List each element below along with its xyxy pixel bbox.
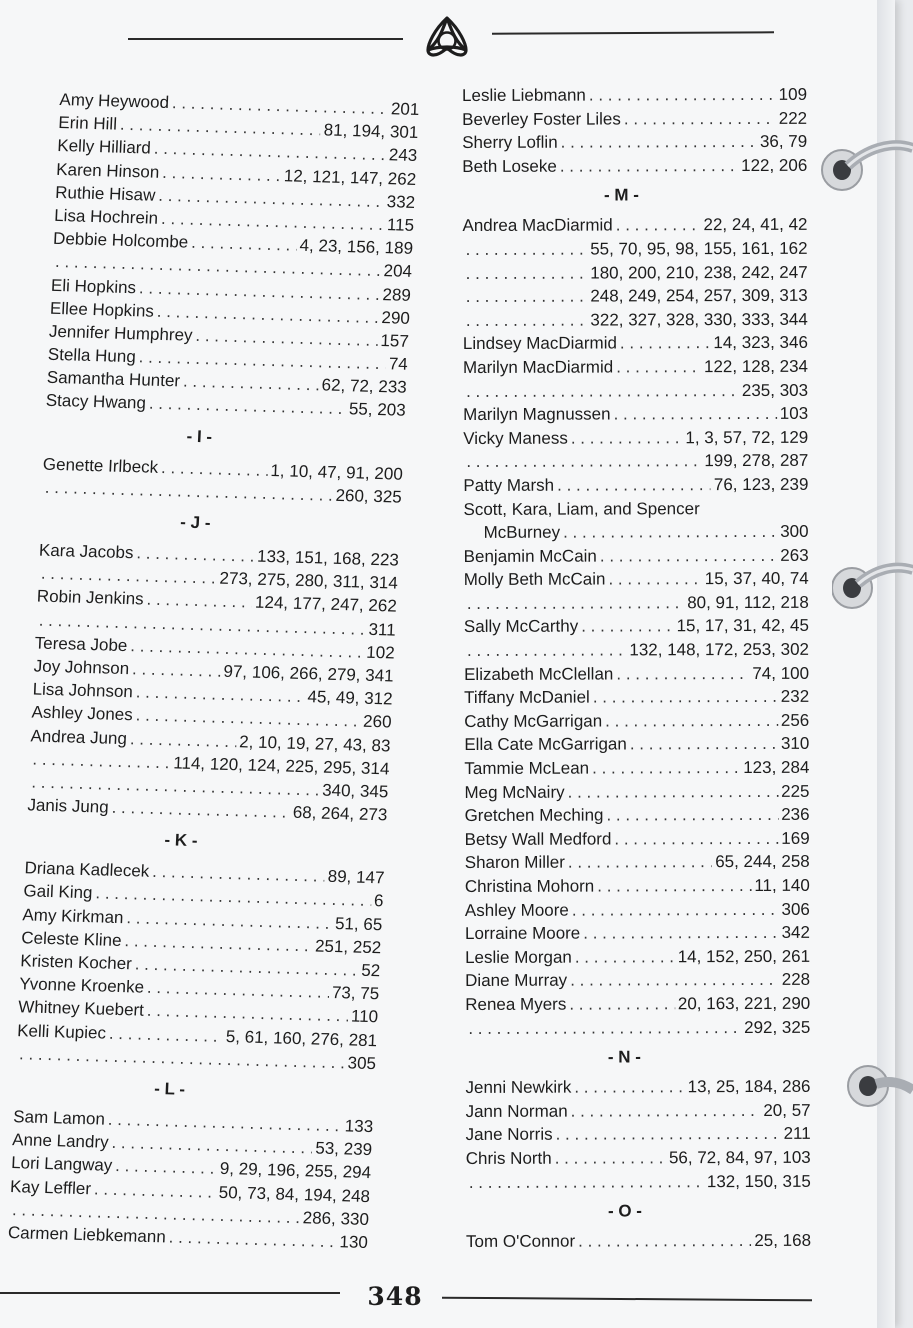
dot-leader xyxy=(94,1177,217,1204)
entry-page-numbers: 286, 330 xyxy=(302,1207,370,1229)
index-entry xyxy=(465,992,810,1017)
entry-page-numbers: 53, 239 xyxy=(314,1138,373,1160)
dot-leader xyxy=(115,1154,218,1180)
entry-page-numbers: 130 xyxy=(339,1232,369,1252)
entry-page-numbers: 109 xyxy=(778,84,808,104)
entry-page-numbers: 20, 163, 221, 290 xyxy=(677,993,811,1014)
entry-name: Teresa Jobe xyxy=(34,633,128,655)
entry-name: Whitney Kuebert xyxy=(17,997,145,1021)
entry-page-numbers: 199, 278, 287 xyxy=(704,451,809,471)
entry-name: Diane Murray xyxy=(465,971,568,991)
entry-name: Kelli Kupiec xyxy=(16,1020,107,1043)
entry-name: Sharon Miller xyxy=(464,853,565,873)
dot-leader xyxy=(568,780,779,804)
section-letter-heading: - I - xyxy=(186,426,213,446)
dot-leader xyxy=(556,1122,781,1146)
dot-leader xyxy=(630,732,778,756)
entry-page-numbers: 132, 148, 172, 253, 302 xyxy=(629,639,810,660)
section-letter-heading: - M - xyxy=(603,185,639,205)
index-entry xyxy=(464,732,809,757)
dot-leader xyxy=(581,615,673,639)
left-index-column xyxy=(8,88,420,1254)
dot-leader xyxy=(571,426,683,450)
entry-page-numbers: 1, 10, 47, 91, 200 xyxy=(270,460,404,484)
dot-leader xyxy=(616,662,749,686)
entry-name: Janis Jung xyxy=(27,795,110,817)
entry-name: Beth Loseke xyxy=(462,156,557,176)
entry-name: Renea Myers xyxy=(465,994,567,1014)
entry-name: Gretchen Meching xyxy=(464,805,604,826)
entry-name: Ruthie Hisaw xyxy=(54,182,156,205)
index-entry xyxy=(463,331,808,356)
entry-page-numbers: 80, 91, 112, 218 xyxy=(687,592,809,613)
section-letter-heading: - L - xyxy=(153,1078,186,1099)
entry-page-numbers: 225 xyxy=(781,781,810,801)
section-letter-heading: - K - xyxy=(164,830,198,851)
dot-leader xyxy=(583,921,778,945)
entry-page-numbers: 6 xyxy=(373,891,384,911)
index-entry xyxy=(462,83,807,108)
section-letter-heading: - O - xyxy=(607,1201,642,1221)
entry-page-numbers: 306 xyxy=(781,899,810,919)
index-entry xyxy=(462,106,807,131)
index-entry xyxy=(466,1146,811,1171)
dot-leader xyxy=(597,874,751,898)
dot-leader xyxy=(614,402,777,426)
right-index-column xyxy=(462,83,811,1254)
dot-leader xyxy=(600,544,777,568)
entry-name: Benjamin McCain xyxy=(463,546,597,566)
index-entry xyxy=(466,1229,811,1254)
entry-page-numbers: 273, 275, 280, 311, 314 xyxy=(219,568,399,593)
entry-page-numbers: 52 xyxy=(360,960,381,981)
entry-page-numbers: 211 xyxy=(783,1124,811,1144)
index-entry xyxy=(465,945,810,970)
dot-leader xyxy=(161,456,268,482)
entry-name: Stacy Hwang xyxy=(45,391,147,413)
entry-name: Leslie Morgan xyxy=(465,947,572,967)
entry-page-numbers: 122, 128, 234 xyxy=(703,356,809,377)
entry-page-numbers: 51, 65 xyxy=(334,913,383,934)
entry-name: Lindsey MacDiarmid xyxy=(462,333,617,354)
entry-name: Jennifer Humphrey xyxy=(48,321,193,345)
entry-page-numbers: 65, 244, 258 xyxy=(715,852,810,872)
entry-page-numbers: 14, 323, 346 xyxy=(713,333,808,353)
dot-leader xyxy=(620,331,711,355)
entry-name: Stella Hung xyxy=(47,344,137,367)
dot-leader xyxy=(466,285,588,309)
entry-page-numbers: 102 xyxy=(365,642,396,663)
entry-page-numbers: 11, 140 xyxy=(754,875,810,895)
entry-page-numbers: 260 xyxy=(362,712,392,732)
entry-name: Cathy McGarrigan xyxy=(464,711,603,731)
entry-name: Jenni Newkirk xyxy=(465,1077,572,1098)
dot-leader xyxy=(569,992,675,1016)
entry-name: Debbie Holcombe xyxy=(52,229,189,252)
entry-name: Elizabeth McClellan xyxy=(464,664,614,684)
index-entry xyxy=(464,709,809,734)
dot-leader xyxy=(466,308,588,332)
dot-leader xyxy=(108,1021,223,1047)
dot-leader xyxy=(568,851,712,875)
entry-name: Carmen Liebkemann xyxy=(7,1222,167,1247)
index-entry xyxy=(463,402,808,427)
entry-name: Amy Kirkman xyxy=(22,904,124,927)
index-entry xyxy=(466,1099,811,1124)
entry-page-numbers: 22, 24, 41, 42 xyxy=(703,215,808,235)
dot-leader xyxy=(563,520,777,544)
entry-name: Vicky Maness xyxy=(463,428,568,448)
entry-page-numbers: 201 xyxy=(390,99,420,120)
trinity-knot-icon xyxy=(422,14,472,60)
entry-name: Kay Leffler xyxy=(9,1176,92,1198)
entry-page-numbers: 180, 200, 210, 238, 242, 247 xyxy=(590,262,808,283)
index-entry xyxy=(464,520,809,545)
index-entry-continuation xyxy=(463,237,808,262)
entry-page-numbers: 133, 151, 168, 223 xyxy=(256,546,400,570)
entry-name: Lori Langway xyxy=(10,1153,113,1176)
entry-name: Gail King xyxy=(23,881,93,903)
entry-name: Jann Norman xyxy=(465,1101,568,1121)
dot-leader xyxy=(572,897,779,921)
entry-name: Samantha Hunter xyxy=(46,368,181,391)
index-entry xyxy=(464,685,809,710)
entry-page-numbers: 263 xyxy=(780,545,809,565)
entry-page-numbers: 342 xyxy=(781,922,810,943)
entry-name: Sam Lamon xyxy=(12,1107,106,1129)
binder-ring-icon xyxy=(846,1050,913,1120)
entry-name: Molly Beth McCain xyxy=(463,569,606,590)
entry-name: Lorraine Moore xyxy=(464,923,581,944)
index-entry xyxy=(463,355,808,380)
index-entry-continuation xyxy=(464,638,809,663)
entry-name: Anne Landry xyxy=(11,1130,110,1152)
dot-leader xyxy=(574,1075,684,1099)
entry-name: Driana Kadlecek xyxy=(24,858,150,882)
index-entry xyxy=(463,426,808,451)
entry-page-numbers: 74, 100 xyxy=(752,663,810,683)
entry-page-numbers: 340, 345 xyxy=(321,780,389,802)
entry-page-numbers: 1, 3, 57, 72, 129 xyxy=(685,427,809,447)
entry-name: Betsy Wall Medford xyxy=(464,829,612,849)
entry-page-numbers: 232 xyxy=(780,687,810,707)
entry-page-numbers: 124, 177, 247, 262 xyxy=(254,593,398,616)
index-entry xyxy=(464,543,809,568)
entry-name: Sherry Loflin xyxy=(462,132,558,153)
entry-name: Yvonne Kroenke xyxy=(18,974,145,997)
entry-name: Eli Hopkins xyxy=(50,275,137,297)
entry-name: Kelly Hilliard xyxy=(56,136,152,158)
entry-page-numbers: 248, 249, 254, 257, 309, 313 xyxy=(590,285,808,306)
entry-page-numbers: 300 xyxy=(780,521,809,541)
entry-page-numbers: 4, 23, 156, 189 xyxy=(299,235,414,259)
header-rule-left xyxy=(128,38,403,40)
index-entry xyxy=(462,130,807,155)
entry-page-numbers: 76, 123, 239 xyxy=(713,474,809,495)
entry-page-numbers: 123, 284 xyxy=(743,757,810,778)
entry-page-numbers: 56, 72, 84, 97, 103 xyxy=(668,1147,811,1168)
entry-name: Christina Mohorn xyxy=(464,876,595,896)
entry-page-numbers: 243 xyxy=(388,145,418,166)
entry-page-numbers: 133 xyxy=(344,1116,374,1137)
entry-page-numbers: 50, 73, 84, 194, 248 xyxy=(218,1182,371,1206)
section-letter-heading: - J - xyxy=(179,512,211,533)
entry-name: Celeste Kline xyxy=(20,928,122,950)
entry-page-numbers: 68, 264, 273 xyxy=(292,802,388,825)
entry-name: Sally McCarthy xyxy=(463,617,579,637)
entry-page-numbers: 20, 57 xyxy=(763,1100,811,1120)
entry-name: Ella Cate McGarrigan xyxy=(464,734,627,755)
entry-page-numbers: 36, 79 xyxy=(759,131,808,152)
dot-leader xyxy=(466,238,588,262)
dot-leader xyxy=(614,827,778,851)
binder-ring-icon xyxy=(832,548,913,618)
dot-leader xyxy=(557,473,711,497)
entry-name: Kara Jacobs xyxy=(38,540,134,563)
dot-leader xyxy=(616,214,701,238)
entry-page-numbers: 311 xyxy=(368,619,397,640)
entry-page-numbers: 55, 70, 95, 98, 155, 161, 162 xyxy=(590,238,808,259)
footer-rule-left xyxy=(0,1292,340,1294)
dot-leader xyxy=(571,1099,761,1123)
dot-leader xyxy=(589,83,776,107)
entry-name: Beverley Foster Liles xyxy=(462,109,621,129)
index-entry xyxy=(464,779,809,804)
entry-name: Lisa Hochrein xyxy=(53,205,159,228)
entry-page-numbers: 62, 72, 233 xyxy=(321,375,408,398)
entry-name: Amy Heywood xyxy=(59,89,170,113)
index-entry-continuation xyxy=(463,378,808,403)
entry-page-numbers: 13, 25, 184, 286 xyxy=(687,1076,811,1097)
index-entry xyxy=(463,473,808,498)
index-entry xyxy=(465,803,810,828)
page-number: 348 xyxy=(367,1282,423,1311)
entry-page-numbers: 25, 168 xyxy=(754,1230,812,1251)
entry-page-numbers: 260, 325 xyxy=(335,485,403,507)
entry-name: Erin Hill xyxy=(57,113,118,134)
index-entry xyxy=(465,897,810,922)
entry-page-numbers: 89, 147 xyxy=(327,867,385,888)
entry-page-numbers: 14, 152, 250, 261 xyxy=(677,946,811,967)
dot-leader xyxy=(467,591,684,615)
entry-name: Scott, Kara, Liam, and Spencer xyxy=(463,498,700,519)
entry-page-numbers: 222 xyxy=(778,108,808,128)
dot-leader xyxy=(561,130,757,154)
index-entry xyxy=(463,496,808,521)
index-entry xyxy=(464,567,809,592)
dot-leader xyxy=(162,160,282,186)
index-entry xyxy=(464,756,809,781)
entry-name: Meg McNairy xyxy=(464,782,565,802)
dot-leader xyxy=(466,379,739,404)
entry-name: Jane Norris xyxy=(465,1125,553,1145)
index-entry-continuation xyxy=(465,1015,810,1040)
dot-leader xyxy=(555,1146,666,1170)
entry-page-numbers: 15, 37, 40, 74 xyxy=(704,569,809,589)
dot-leader xyxy=(575,945,675,969)
entry-name: Andrea MacDiarmid xyxy=(462,215,613,236)
entry-page-numbers: 236 xyxy=(781,805,810,825)
entry-name: Ashley Moore xyxy=(464,900,569,920)
dot-leader xyxy=(146,588,252,614)
entry-page-numbers: 110 xyxy=(350,1006,379,1027)
entry-page-numbers: 235, 303 xyxy=(741,380,809,400)
entry-page-numbers: 115 xyxy=(386,215,415,235)
entry-page-numbers: 290 xyxy=(381,307,411,328)
entry-name: Ashley Jones xyxy=(31,702,134,725)
entry-name: McBurney xyxy=(483,522,561,543)
entry-name: Kristen Kocher xyxy=(19,951,133,974)
index-entry xyxy=(465,827,810,852)
footer-rule-right xyxy=(442,1297,812,1302)
dot-leader xyxy=(560,154,738,178)
dot-leader xyxy=(466,261,588,285)
dot-leader xyxy=(593,685,778,709)
entry-page-numbers: 204 xyxy=(383,261,413,282)
header-rule-right xyxy=(492,31,774,34)
entry-page-numbers: 310 xyxy=(780,734,810,754)
entry-name: Chris North xyxy=(465,1148,552,1168)
entry-page-numbers: 332 xyxy=(386,191,416,212)
entry-page-numbers: 73, 75 xyxy=(331,983,380,1004)
index-entry-continuation xyxy=(463,449,808,474)
entry-name: Joy Johnson xyxy=(33,656,130,679)
index-entry xyxy=(464,614,809,639)
dot-leader xyxy=(467,638,626,662)
section-letter-heading: - N - xyxy=(607,1047,641,1067)
index-entry xyxy=(465,921,810,946)
entry-page-numbers: 228 xyxy=(781,970,811,990)
entry-name: Marilyn Magnussen xyxy=(463,404,611,425)
entry-page-numbers: 322, 327, 328, 330, 333, 344 xyxy=(590,309,808,330)
entry-name: Patty Marsh xyxy=(463,475,555,495)
entry-page-numbers: 132, 150, 315 xyxy=(706,1171,811,1191)
entry-page-numbers: 2, 10, 19, 27, 43, 83 xyxy=(238,731,391,755)
dot-leader xyxy=(132,657,221,683)
entry-name: Karen Hinson xyxy=(55,159,160,182)
entry-name: Robin Jenkins xyxy=(36,586,145,609)
entry-page-numbers: 114, 120, 124, 225, 295, 314 xyxy=(172,753,390,779)
index-entry xyxy=(465,874,810,899)
index-entry xyxy=(465,968,810,993)
index-entry-continuation xyxy=(464,591,809,616)
index-entry xyxy=(465,850,810,875)
dot-leader xyxy=(606,803,778,827)
entry-page-numbers: 305 xyxy=(347,1053,377,1073)
dot-leader xyxy=(466,449,701,473)
entry-name: Tammie McLean xyxy=(464,758,590,779)
entry-page-numbers: 74 xyxy=(388,354,409,374)
dot-leader xyxy=(605,709,778,733)
dot-leader xyxy=(168,1225,337,1253)
entry-page-numbers: 251, 252 xyxy=(314,936,382,958)
dot-leader xyxy=(592,756,740,780)
dot-leader xyxy=(129,727,236,753)
index-entry xyxy=(462,213,807,238)
entry-page-numbers: 55, 203 xyxy=(348,399,407,421)
entry-page-numbers: 169 xyxy=(781,828,810,848)
index-entry-continuation xyxy=(466,1169,811,1194)
entry-page-numbers: 122, 206 xyxy=(741,155,808,175)
dot-leader xyxy=(111,796,290,824)
dot-leader xyxy=(191,231,297,257)
binder-ring-icon xyxy=(820,130,913,200)
dot-leader xyxy=(608,567,701,591)
entry-name: Lisa Johnson xyxy=(32,679,134,702)
index-entry xyxy=(462,154,807,179)
entry-name: Tom O'Connor xyxy=(466,1231,576,1252)
entry-name: Leslie Liebmann xyxy=(462,85,586,105)
entry-name: Genette Irlbeck xyxy=(42,454,159,477)
entry-page-numbers: 5, 61, 160, 276, 281 xyxy=(225,1026,378,1050)
dot-leader xyxy=(469,1170,704,1194)
index-entry-continuation xyxy=(463,260,808,285)
entry-page-numbers: 289 xyxy=(382,284,412,305)
dot-leader xyxy=(578,1229,751,1253)
dot-leader xyxy=(624,106,776,130)
dot-leader xyxy=(616,355,701,379)
dot-leader xyxy=(570,968,779,992)
dot-leader xyxy=(468,1016,741,1041)
entry-page-numbers: 15, 17, 31, 42, 45 xyxy=(676,616,809,636)
index-entry-continuation xyxy=(463,284,808,309)
entry-name: Tiffany McDaniel xyxy=(464,687,590,708)
dot-leader xyxy=(136,541,255,567)
entry-page-numbers: 45, 49, 312 xyxy=(307,687,393,709)
entry-name: Ellee Hopkins xyxy=(49,298,155,321)
entry-page-numbers: 12, 121, 147, 262 xyxy=(283,165,417,189)
entry-page-numbers: 292, 325 xyxy=(744,1017,811,1037)
entry-page-numbers: 81, 194, 301 xyxy=(323,120,419,143)
index-entry-continuation xyxy=(463,308,808,333)
index-entry xyxy=(465,1075,810,1100)
entry-page-numbers: 9, 29, 196, 255, 294 xyxy=(219,1159,372,1183)
entry-page-numbers: 157 xyxy=(380,330,410,351)
entry-page-numbers: 97, 106, 266, 279, 341 xyxy=(223,661,395,686)
entry-page-numbers: 256 xyxy=(780,710,810,730)
entry-page-numbers: 103 xyxy=(779,403,809,424)
entry-name: Marilyn MacDiarmid xyxy=(462,357,614,377)
entry-name: Andrea Jung xyxy=(30,725,128,748)
index-entry xyxy=(464,661,809,686)
index-entry xyxy=(466,1122,811,1147)
